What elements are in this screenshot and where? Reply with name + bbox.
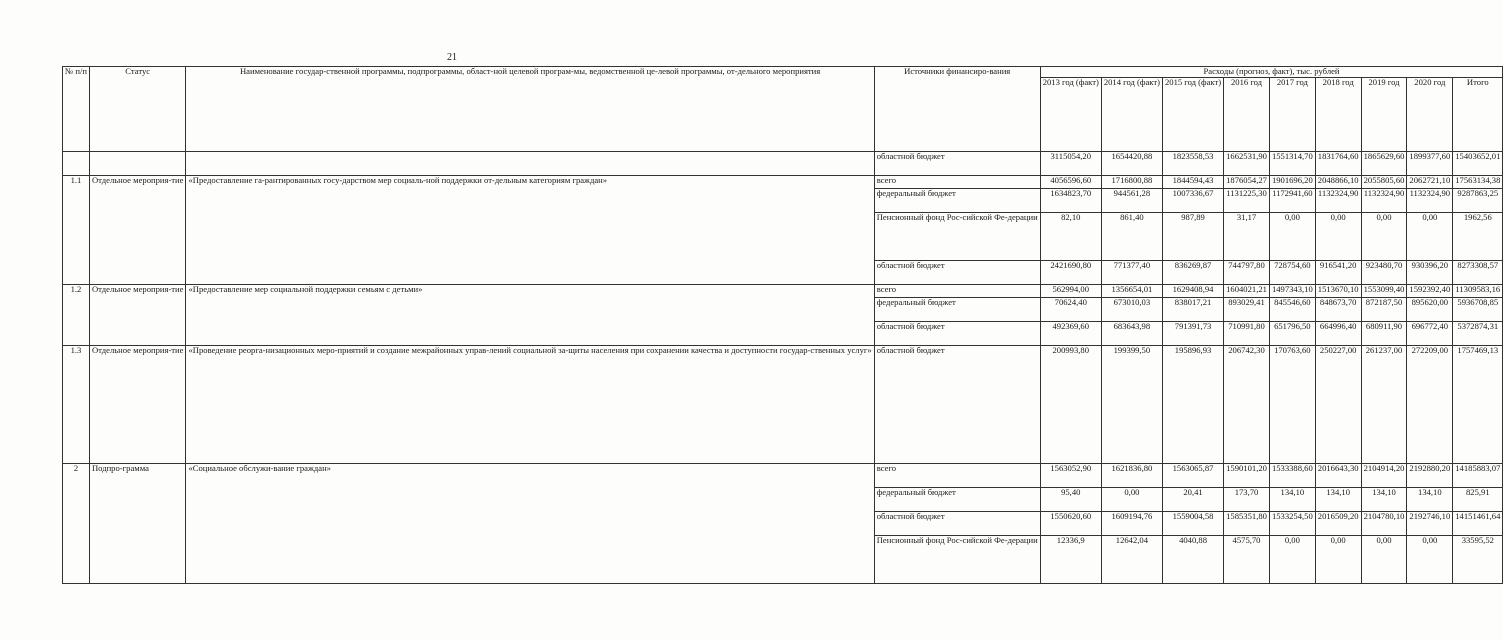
cell-value: 791391,73 bbox=[1162, 322, 1223, 346]
cell-value: 1823558,53 bbox=[1162, 152, 1223, 176]
cell-value: 1356654,01 bbox=[1101, 285, 1162, 298]
cell-value: 1831764,60 bbox=[1315, 152, 1361, 176]
cell-value: 1550620,60 bbox=[1040, 512, 1101, 536]
cell-value: 0,00 bbox=[1407, 536, 1453, 584]
cell-value: 0,00 bbox=[1101, 488, 1162, 512]
cell-total: 11309583,16 bbox=[1453, 285, 1503, 298]
cell-value: 31,17 bbox=[1224, 213, 1270, 261]
cell-value: 683643,98 bbox=[1101, 322, 1162, 346]
cell-value: 1585351,80 bbox=[1224, 512, 1270, 536]
cell-num: 1.2 bbox=[63, 285, 90, 346]
cell-total: 14151461,64 bbox=[1453, 512, 1503, 536]
cell-value: 1590101,20 bbox=[1224, 464, 1270, 488]
cell-value: 2104780,10 bbox=[1361, 512, 1407, 536]
cell-value: 70624,40 bbox=[1040, 298, 1101, 322]
cell-source: всего bbox=[874, 285, 1040, 298]
cell-value: 1132324,90 bbox=[1315, 189, 1361, 213]
cell-value: 1131225,30 bbox=[1224, 189, 1270, 213]
cell-value: 1497343,10 bbox=[1269, 285, 1315, 298]
page-number: 21 bbox=[447, 52, 457, 63]
cell-value: 728754,60 bbox=[1269, 261, 1315, 285]
header-year: 2019 год bbox=[1361, 78, 1407, 152]
cell-value: 1654420,88 bbox=[1101, 152, 1162, 176]
cell-value: 2016643,30 bbox=[1315, 464, 1361, 488]
table-row bbox=[63, 346, 1503, 464]
cell-value: 82,10 bbox=[1040, 213, 1101, 261]
cell-value: 0,00 bbox=[1269, 536, 1315, 584]
header-year: 2017 год bbox=[1269, 78, 1315, 152]
cell-value: 170763,60 bbox=[1269, 346, 1315, 464]
cell-value: 680911,90 bbox=[1361, 322, 1407, 346]
cell-value: 2048866,10 bbox=[1315, 176, 1361, 189]
cell-value: 206742,30 bbox=[1224, 346, 1270, 464]
header-status: Статус bbox=[89, 67, 186, 152]
cell-total: 825,91 bbox=[1453, 488, 1503, 512]
cell-status: Отдельное мероприя-тие bbox=[89, 176, 186, 285]
cell-value: 1513670,10 bbox=[1315, 285, 1361, 298]
cell-total: 5936708,85 bbox=[1453, 298, 1503, 322]
cell-value: 1604021,21 bbox=[1224, 285, 1270, 298]
cell-value: 95,40 bbox=[1040, 488, 1101, 512]
cell-source: областной бюджет bbox=[874, 346, 1040, 464]
header-year: 2018 год bbox=[1315, 78, 1361, 152]
cell-total: 1757469,13 bbox=[1453, 346, 1503, 464]
cell-total: 17563134,38 bbox=[1453, 176, 1503, 189]
cell-source: всего bbox=[874, 176, 1040, 189]
header-name: Наименование государ-ственной программы, подпрограммы, област-ной целевой програм-мы, ведомственной це-левой программы, от-дельного мероприятия bbox=[186, 67, 874, 152]
cell-num: 2 bbox=[63, 464, 90, 584]
cell-value: 20,41 bbox=[1162, 488, 1223, 512]
cell-total: 5372874,31 bbox=[1453, 322, 1503, 346]
cell-num: 1.1 bbox=[63, 176, 90, 285]
cell-source: Пенсионный фонд Рос-сийской Фе-дерации bbox=[874, 213, 1040, 261]
cell-total: 8273308,57 bbox=[1453, 261, 1503, 285]
cell-source: федеральный бюджет bbox=[874, 189, 1040, 213]
cell-value: 848673,70 bbox=[1315, 298, 1361, 322]
header-source: Источники финансиро-вания bbox=[874, 67, 1040, 152]
cell-total: 33595,52 bbox=[1453, 536, 1503, 584]
cell-total: 14185883,07 bbox=[1453, 464, 1503, 488]
cell-value: 195896,93 bbox=[1162, 346, 1223, 464]
cell-source: областной бюджет bbox=[874, 322, 1040, 346]
cell-value: 272209,00 bbox=[1407, 346, 1453, 464]
cell-source: областной бюджет bbox=[874, 512, 1040, 536]
cell-value: 861,40 bbox=[1101, 213, 1162, 261]
cell-value: 134,10 bbox=[1407, 488, 1453, 512]
cell-value: 134,10 bbox=[1315, 488, 1361, 512]
cell-value: 134,10 bbox=[1269, 488, 1315, 512]
cell-value: 895620,00 bbox=[1407, 298, 1453, 322]
cell-value: 2062721,10 bbox=[1407, 176, 1453, 189]
cell-value: 836269,87 bbox=[1162, 261, 1223, 285]
cell-value: 1533388,60 bbox=[1269, 464, 1315, 488]
cell-value: 651796,50 bbox=[1269, 322, 1315, 346]
cell-value: 0,00 bbox=[1269, 213, 1315, 261]
cell-value: 664996,40 bbox=[1315, 322, 1361, 346]
cell-value: 1172941,60 bbox=[1269, 189, 1315, 213]
cell-num: 1.3 bbox=[63, 346, 90, 464]
cell-source: федеральный бюджет bbox=[874, 298, 1040, 322]
cell-value: 3115054,20 bbox=[1040, 152, 1101, 176]
table-header bbox=[63, 67, 1503, 152]
cell-value: 250227,00 bbox=[1315, 346, 1361, 464]
cell-source: областной бюджет bbox=[874, 152, 1040, 176]
cell-total: 15403652,01 bbox=[1453, 152, 1503, 176]
cell-value: 1901696,20 bbox=[1269, 176, 1315, 189]
cell-value: 1592392,40 bbox=[1407, 285, 1453, 298]
cell-value: 4040,88 bbox=[1162, 536, 1223, 584]
budget-table bbox=[62, 66, 1503, 584]
cell-value: 696772,40 bbox=[1407, 322, 1453, 346]
header-year: 2013 год (факт) bbox=[1040, 78, 1101, 152]
cell-value: 2055805,60 bbox=[1361, 176, 1407, 189]
cell-value: 200993,80 bbox=[1040, 346, 1101, 464]
cell-value: 1621836,80 bbox=[1101, 464, 1162, 488]
cell-value: 1553099,40 bbox=[1361, 285, 1407, 298]
cell-value: 1132324,90 bbox=[1361, 189, 1407, 213]
cell-value: 1634823,70 bbox=[1040, 189, 1101, 213]
cell-value: 673010,03 bbox=[1101, 298, 1162, 322]
cell-value: 1629408,94 bbox=[1162, 285, 1223, 298]
cell-total: 1962,56 bbox=[1453, 213, 1503, 261]
cell-name bbox=[186, 152, 874, 176]
cell-value: 1609194,76 bbox=[1101, 512, 1162, 536]
cell-value: 0,00 bbox=[1361, 213, 1407, 261]
table-body bbox=[63, 152, 1503, 584]
cell-value: 4575,70 bbox=[1224, 536, 1270, 584]
cell-value: 0,00 bbox=[1407, 213, 1453, 261]
cell-value: 1132324,90 bbox=[1407, 189, 1453, 213]
cell-name: «Предоставление мер социальной поддержки семьям с детьми» bbox=[186, 285, 874, 346]
header-year: 2014 год (факт) bbox=[1101, 78, 1162, 152]
cell-value: 1844594,43 bbox=[1162, 176, 1223, 189]
cell-source: Пенсионный фонд Рос-сийской Фе-дерации bbox=[874, 536, 1040, 584]
cell-value: 944561,28 bbox=[1101, 189, 1162, 213]
cell-value: 1559004,58 bbox=[1162, 512, 1223, 536]
cell-value: 1899377,60 bbox=[1407, 152, 1453, 176]
cell-value: 1563052,90 bbox=[1040, 464, 1101, 488]
header-expenses: Расходы (прогноз, факт), тыс. рублей bbox=[1040, 67, 1503, 78]
cell-value: 1551314,70 bbox=[1269, 152, 1315, 176]
table-row bbox=[63, 152, 1503, 176]
cell-status: Отдельное мероприя-тие bbox=[89, 285, 186, 346]
cell-value: 1007336,67 bbox=[1162, 189, 1223, 213]
cell-value: 1865629,60 bbox=[1361, 152, 1407, 176]
header-num: № п/п bbox=[63, 67, 90, 152]
cell-name: «Социальное обслужи-вание граждан» bbox=[186, 464, 874, 584]
cell-value: 923480,70 bbox=[1361, 261, 1407, 285]
cell-value: 4056596,60 bbox=[1040, 176, 1101, 189]
cell-value: 838017,21 bbox=[1162, 298, 1223, 322]
header-year: 2016 год bbox=[1224, 78, 1270, 152]
cell-value: 2016509,20 bbox=[1315, 512, 1361, 536]
cell-total: 9287863,25 bbox=[1453, 189, 1503, 213]
cell-value: 1876054,27 bbox=[1224, 176, 1270, 189]
cell-value: 173,70 bbox=[1224, 488, 1270, 512]
cell-value: 0,00 bbox=[1315, 536, 1361, 584]
cell-value: 771377,40 bbox=[1101, 261, 1162, 285]
cell-status: Подпро-грамма bbox=[89, 464, 186, 584]
cell-value: 710991,80 bbox=[1224, 322, 1270, 346]
cell-value: 845546,60 bbox=[1269, 298, 1315, 322]
cell-source: федеральный бюджет bbox=[874, 488, 1040, 512]
cell-source: областной бюджет bbox=[874, 261, 1040, 285]
cell-value: 0,00 bbox=[1361, 536, 1407, 584]
header-total: Итого bbox=[1453, 78, 1503, 152]
cell-value: 2192880,20 bbox=[1407, 464, 1453, 488]
cell-value: 261237,00 bbox=[1361, 346, 1407, 464]
cell-value: 916541,20 bbox=[1315, 261, 1361, 285]
table-row bbox=[63, 176, 1503, 189]
cell-value: 930396,20 bbox=[1407, 261, 1453, 285]
cell-status: Отдельное мероприя-тие bbox=[89, 346, 186, 464]
cell-value: 987,89 bbox=[1162, 213, 1223, 261]
cell-value: 134,10 bbox=[1361, 488, 1407, 512]
cell-value: 1662531,90 bbox=[1224, 152, 1270, 176]
cell-value: 744797,80 bbox=[1224, 261, 1270, 285]
header-year: 2015 год (факт) bbox=[1162, 78, 1223, 152]
cell-value: 893029,41 bbox=[1224, 298, 1270, 322]
cell-value: 872187,50 bbox=[1361, 298, 1407, 322]
cell-value: 12642,04 bbox=[1101, 536, 1162, 584]
cell-value: 2104914,20 bbox=[1361, 464, 1407, 488]
cell-value: 2421690,80 bbox=[1040, 261, 1101, 285]
cell-value: 562994,00 bbox=[1040, 285, 1101, 298]
cell-value: 0,00 bbox=[1315, 213, 1361, 261]
cell-value: 492369,60 bbox=[1040, 322, 1101, 346]
table-row bbox=[63, 464, 1503, 488]
header-year: 2020 год bbox=[1407, 78, 1453, 152]
cell-name: «Предоставление га-рантированных госу-дарством мер социаль-ной поддержки от-дельным категориям граждан» bbox=[186, 176, 874, 285]
cell-value: 199399,50 bbox=[1101, 346, 1162, 464]
cell-value: 1533254,50 bbox=[1269, 512, 1315, 536]
cell-source: всего bbox=[874, 464, 1040, 488]
cell-num bbox=[63, 152, 90, 176]
cell-status bbox=[89, 152, 186, 176]
cell-value: 2192746,10 bbox=[1407, 512, 1453, 536]
cell-value: 1563065,87 bbox=[1162, 464, 1223, 488]
cell-value: 12336,9 bbox=[1040, 536, 1101, 584]
cell-value: 1716800,88 bbox=[1101, 176, 1162, 189]
cell-name: «Проведение реорга-низационных меро-приятий и создание межрайонных управ-лений социальной за-щиты населения при сохранении качества и доступности государ-ственных услуг» bbox=[186, 346, 874, 464]
table-row bbox=[63, 285, 1503, 298]
